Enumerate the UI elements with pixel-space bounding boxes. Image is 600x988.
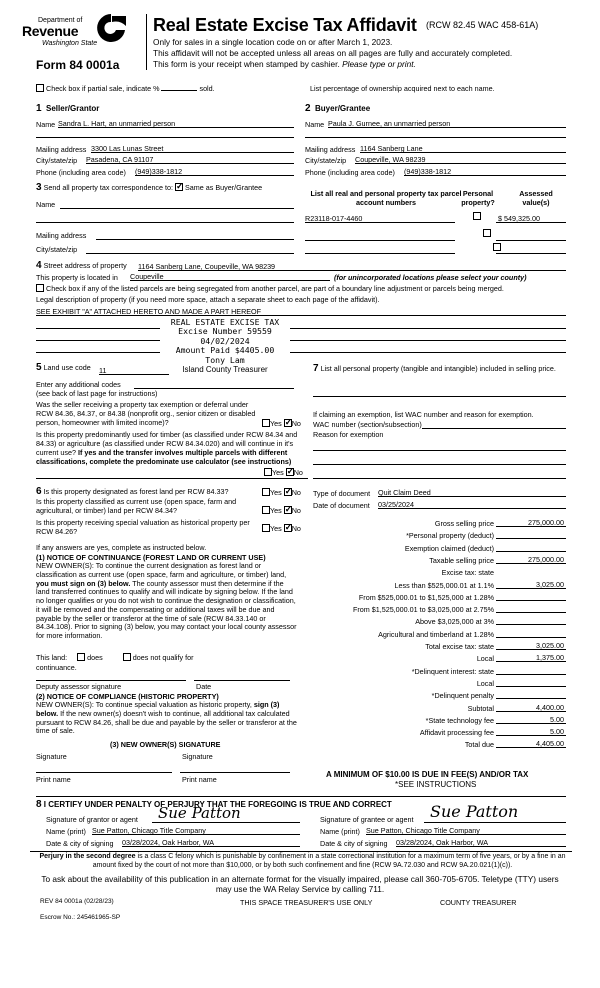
current-use-question: Is this property classified as current use (open space, farm and agricultural, or timber) land per RCW 84.34? (36, 497, 237, 515)
exemption-answer: Yes ✓ No (262, 419, 301, 428)
min-fee-note: A MINIMUM OF $10.00 IS DUE IN FEE(S) AND/OR TAX (326, 770, 529, 779)
calc-value (564, 530, 566, 539)
calc-label: Affidavit processing fee (419, 728, 494, 738)
calc-value (564, 629, 566, 638)
personal-property-checkbox-2[interactable] (483, 229, 491, 237)
exemption-no-checkbox[interactable] (284, 419, 292, 427)
calc-field[interactable] (496, 653, 566, 662)
agency-line3: Washington State (42, 40, 98, 47)
grantee-date-value: 03/28/2024, Oak Harbor, WA (396, 838, 489, 847)
calc-label: Gross selling price (434, 519, 494, 528)
calc-label: Exemption claimed (deduct) (404, 543, 494, 553)
seller-phone-label: Phone (including area code) (36, 168, 126, 177)
calc-field[interactable] (496, 715, 566, 724)
doc-date-value: 03/25/2024 (378, 500, 414, 509)
if-yes-note: If any answers are yes, complete as instructed below. (36, 543, 207, 552)
reason-field-3[interactable] (313, 478, 566, 479)
agency-line1: Department of (38, 17, 83, 24)
this-land-row: This land: does does not qualify for (36, 653, 194, 662)
calc-field[interactable] (496, 703, 566, 712)
current-use-yes-checkbox[interactable] (262, 506, 270, 514)
calc-label: Total excise tax: state (425, 642, 494, 651)
escrow-number: Escrow No.: 245461965-SP (40, 914, 121, 921)
calc-label: Local (476, 654, 494, 664)
agency-name: Revenue (22, 23, 79, 39)
excise-stamp (160, 318, 290, 374)
seller-heading: 1 Seller/Grantor (36, 103, 100, 114)
form-revision: REV 84 0001a (02/28/23) (40, 898, 114, 905)
seller-name-field[interactable] (58, 119, 294, 128)
form-rcw: (RCW 82.45 WAC 458-61A) (426, 20, 539, 30)
calc-label: Less than $525,000.01 at 1.1% (394, 580, 494, 590)
same-as-buyer-checkbox[interactable] (175, 183, 183, 191)
exemption-question: Was the seller receiving a property tax exemption or deferral under RCW 84.36, 84.37, or 84.38 (nonprofit org., senior citizen or disabled person, homeowner with limited income)? (36, 400, 256, 427)
location-value: Coupeville (130, 272, 164, 281)
calc-field[interactable] (496, 555, 566, 564)
buyer-heading: 2 Buyer/Grantee (305, 103, 371, 114)
addl-codes-label: Enter any additional codes (36, 380, 121, 389)
calc-label: *Personal property (deduct) (406, 531, 494, 541)
tax-corr-row: 3 Send all property tax correspondence to: ✓ Same as Buyer/Grantee (36, 182, 262, 195)
continuance-body: NEW OWNER(S): To continue the current designation as forest land or classification as current use (open space, farm and agriculture, or timber) land, you must sign on (3) below. The county assessor must then determine if the land transferred continues to qualify and will indicate by signing below. If the land no longer qualifies or you do not wish to continue the designation or classification, it will be removed and the compensating or additional taxes will be due and payable by the seller or transferor at the time of sale (RCW 84.33.140 or 84.34.108). Prior to signing (3) below, you may contact your local county assessor for more information. (36, 561, 297, 641)
calc-value: 3,025.00 (536, 641, 564, 650)
seller-name-value: Sandra L. Hart, an unmarried person (58, 119, 176, 128)
calc-value (564, 690, 566, 699)
reason-label: Reason for exemption (313, 430, 384, 439)
dor-logo-icon (92, 12, 130, 44)
deputy-sig-label: Deputy assessor signature (36, 682, 122, 691)
assessed-col-header: Assessed value(s) (519, 189, 553, 207)
calc-value (564, 592, 566, 601)
forest-no-checkbox[interactable] (284, 488, 292, 496)
location-field[interactable] (130, 272, 330, 281)
calc-value: 4,400.00 (536, 702, 564, 712)
note-1: Only for sales in a single location code on or after March 1, 2023. (153, 37, 393, 47)
reason-field-2[interactable] (313, 464, 566, 465)
doc-date-field[interactable] (378, 500, 566, 509)
owner-sig-label-2: Signature (182, 752, 213, 761)
grantor-date-field[interactable] (122, 838, 300, 847)
street-row: 4 Street address of property (36, 260, 127, 271)
parcel-number-field[interactable] (305, 214, 455, 223)
owner-sig-field-1[interactable] (36, 772, 172, 773)
corr-name-line2 (36, 222, 294, 223)
legal-line-2 (36, 328, 566, 329)
form-title: Real Estate Excise Tax Affidavit (153, 15, 417, 35)
calc-label: Excise tax: state (441, 568, 494, 578)
seller-mail-value: 3300 Las Lunas Street (91, 144, 164, 153)
parcel-number-field-3[interactable] (305, 253, 455, 254)
personal-property-checkbox-3[interactable] (493, 243, 501, 251)
calc-value (564, 604, 566, 613)
calc-field[interactable] (496, 518, 566, 527)
alt-format-notice: To ask about the availability of this publication in an alternate format for the visually impaired, please call 360-705-6705. Teletype (TTY) users may use the WA Relay Service by calling 711. (41, 874, 559, 895)
county-treasurer-label: COUNTY TREASURER (440, 898, 517, 907)
grantee-date-label: Date & city of signing (320, 839, 388, 848)
partial-sale-label: Check box if partial sale, indicate % (46, 84, 160, 93)
grantor-date-label: Date & city of signing (46, 839, 114, 848)
buyer-csz-label: City/state/zip (305, 156, 347, 165)
buyer-phone-label: Phone (including area code) (305, 168, 395, 177)
current-use-no-checkbox[interactable] (284, 506, 292, 514)
historic-answer: Yes ✓ No (262, 524, 301, 533)
wac-label: WAC number (section/subsection) (313, 420, 422, 429)
street-address-field[interactable] (138, 262, 566, 271)
exemption-yes-checkbox[interactable] (262, 419, 270, 427)
location-label: This property is located in (36, 273, 118, 282)
seller-csz-value: Pasadena, CA 91107 (86, 155, 154, 164)
owner-sig-label-1: Signature (36, 752, 67, 761)
timber-yes-checkbox[interactable] (264, 468, 272, 476)
historic-no-checkbox[interactable] (284, 524, 292, 532)
corr-csz-label: City/state/zip (36, 245, 78, 254)
calc-field[interactable] (496, 604, 566, 613)
forest-answer: Yes ✓ No (262, 488, 301, 497)
calc-value: 1,375.00 (536, 653, 564, 663)
calc-label: Taxable selling price (429, 555, 494, 565)
buyer-name-label: Name (305, 120, 325, 129)
ownership-note: List percentage of ownership acquired next to each name. (310, 84, 495, 93)
owner-print-label-1: Print name (36, 775, 71, 784)
calc-label: From $1,525,000.01 to $3,025,000 at 2.75% (352, 605, 494, 615)
legal-desc-label: Legal description of property (if you need more space, attach a separate sheet to each page of the affidavit). (36, 295, 380, 304)
compliance-heading: (2) NOTICE OF COMPLIANCE (HISTORIC PROPERTY) (36, 692, 219, 701)
sec8-top-rule (36, 796, 566, 797)
timber-no-checkbox[interactable] (286, 468, 294, 476)
grantee-date-field[interactable] (396, 838, 566, 847)
calc-value: 275,000.00 (528, 554, 564, 564)
seller-phone-value: (949)338-1812 (135, 167, 183, 176)
deputy-date-field[interactable] (194, 680, 290, 681)
personal-property-field[interactable] (313, 396, 566, 397)
seller-mail-label: Mailing address (36, 145, 87, 154)
stamp-line-5: Tony Lam (205, 354, 245, 365)
buyer-name-value: Paula J. Gurnee, an unmarried person (328, 119, 451, 128)
doc-type-value: Quit Claim Deed (378, 488, 431, 497)
grantor-name-field[interactable] (92, 826, 300, 835)
addl-codes-field[interactable] (134, 388, 294, 389)
personal-property-label: 7 List all personal property (tangible and intangible) included in selling price. (313, 363, 556, 374)
segregate-checkbox[interactable] (36, 284, 44, 292)
assessed-value-field[interactable] (496, 214, 566, 223)
grantor-name-value: Sue Patton, Chicago Title Company (92, 826, 206, 835)
continuance-word: continuance. (36, 663, 77, 672)
seller-name-line2 (36, 137, 294, 138)
parcel-number-value: R23118-017-4460 (305, 214, 363, 223)
parcel-number-field-2[interactable] (305, 240, 455, 241)
personal-property-checkbox-1[interactable] (473, 212, 481, 220)
buyer-name-line2 (305, 137, 566, 138)
legal-line-3 (36, 340, 566, 341)
historic-yes-checkbox[interactable] (262, 524, 270, 532)
doc-date-label: Date of document (313, 501, 370, 510)
corr-mail-label: Mailing address (36, 231, 87, 240)
calc-field[interactable] (496, 641, 566, 650)
sec8-bottom-rule (30, 851, 572, 852)
personal-col-header: Personal property? (461, 189, 495, 207)
forest-question: 6 Is this property designated as forest land per RCW 84.33? (36, 486, 229, 497)
grantee-name-field[interactable] (366, 826, 566, 835)
owner-sig-field-2[interactable] (180, 772, 290, 773)
compliance-body: NEW OWNER(S): To continue special valuation as historic property, sign (3) below. If the new owner(s) doesn't wish to continue, all additional tax calculated pursuant to RCW 84.26, shall be due and payable by the seller or transferor at the time of sale. (36, 700, 297, 736)
buyer-csz-field[interactable] (355, 155, 566, 164)
new-owner-sig-heading: (3) NEW OWNER(S) SIGNATURE (110, 740, 221, 749)
seller-phone-field[interactable] (135, 167, 294, 176)
deputy-sig-field[interactable] (36, 680, 186, 681)
grantor-date-value: 03/28/2024, Oak Harbor, WA (122, 838, 215, 847)
certify-heading: 8 I CERTIFY UNDER PENALTY OF PERJURY THAT THE FOREGOING IS TRUE AND CORRECT (36, 799, 392, 810)
corr-name-label: Name (36, 200, 56, 209)
calc-value: 5.00 (550, 727, 564, 737)
calc-label: *State technology fee (425, 715, 494, 725)
calc-label: *Delinquent interest: state (411, 666, 494, 676)
note-2: This affidavit will not be accepted unless all areas on all pages are fully and accurately completed. (153, 48, 513, 58)
calc-field[interactable] (496, 616, 566, 625)
calc-value (564, 616, 566, 625)
stamp-line-3: 04/02/2024 (200, 335, 250, 346)
calc-field[interactable] (496, 580, 566, 589)
grantee-sig-label: Signature of grantee or agent (320, 815, 414, 824)
doc-type-label: Type of document (313, 489, 371, 498)
exempt-claim-label: If claiming an exemption, list WAC number and reason for exemption. (313, 410, 534, 419)
does-checkbox[interactable] (77, 653, 85, 661)
street-address-value: 1164 Sanberg Lane, Coupeville, WA 98239 (138, 262, 276, 271)
calc-field[interactable] (496, 530, 566, 539)
grantee-name-label: Name (print) (320, 827, 360, 836)
location-note: (for unincorporated locations please select your county) (334, 273, 527, 282)
calc-field[interactable] (496, 592, 566, 601)
buyer-phone-value: (949)338-1812 (404, 167, 452, 176)
owner-print-label-2: Print name (182, 775, 217, 784)
calc-label: Total due (464, 740, 494, 750)
segregate-row: Check box if any of the listed parcels are being segregated from another parcel, are part of a boundary line adjustment or parcels being merged. (36, 284, 504, 293)
calc-value (564, 666, 566, 675)
legal-desc-value: SEE EXHIBIT "A" ATTACHED HERETO AND MADE A PART HEREOF (36, 307, 262, 316)
does-not-checkbox[interactable] (123, 653, 131, 661)
calc-value: 5.00 (550, 714, 564, 724)
deputy-date-label: Date (196, 682, 212, 691)
buyer-phone-field[interactable] (404, 167, 566, 176)
calc-label: Agricultural and timberland at 1.28% (378, 629, 494, 639)
calc-field[interactable] (496, 727, 566, 736)
stamp-line-1: REAL ESTATE EXCISE TAX (170, 317, 280, 327)
grantor-signature: Sue Patton (158, 804, 241, 822)
calc-label: Subtotal (467, 703, 494, 713)
calc-label: *Delinquent penalty (431, 691, 494, 701)
land-use-code-field[interactable] (99, 366, 169, 375)
buyer-mail-field[interactable] (360, 144, 566, 153)
calc-value: 3,025.00 (536, 579, 564, 589)
buyer-name-field[interactable] (328, 119, 566, 128)
calc-field[interactable] (496, 690, 566, 699)
grantor-name-label: Name (print) (46, 827, 86, 836)
grantee-signature: Sue Patton (430, 802, 519, 821)
calc-field[interactable] (496, 678, 566, 687)
assessed-value-field-2[interactable] (496, 240, 566, 241)
current-use-answer: Yes ✓ No (262, 506, 301, 515)
partial-sale-row (36, 84, 215, 93)
reason-field[interactable] (313, 450, 566, 451)
seller-mail-field[interactable] (91, 144, 294, 153)
stamp-line-4: Amount Paid $4405.00 (175, 345, 275, 356)
parcel-col-header: List all real and personal property tax parcel account numbers (310, 189, 462, 207)
stamp-line-6: Island County Treasurer (182, 365, 268, 375)
calc-value (564, 678, 566, 687)
forest-yes-checkbox[interactable] (262, 488, 270, 496)
historic-question: Is this property receiving special valuation as historical property per RCW 84.26? (36, 518, 250, 536)
calc-field[interactable] (496, 543, 566, 552)
seller-name-label: Name (36, 120, 56, 129)
calc-value (564, 543, 566, 552)
grantee-name-value: Sue Patton, Chicago Title Company (366, 826, 480, 835)
corr-mail-field[interactable] (96, 239, 294, 240)
doc-type-field[interactable] (378, 488, 566, 497)
buyer-csz-value: Coupeville, WA 98239 (355, 155, 426, 164)
calc-label: Above $3,025,000 at 3% (415, 617, 494, 627)
legal-line-4 (36, 352, 566, 353)
wac-field[interactable] (422, 428, 566, 429)
partial-sale-checkbox[interactable] (36, 84, 44, 92)
treasurer-space-label: THIS SPACE TREASURER'S USE ONLY (240, 898, 373, 907)
timber-question: Is this property predominantly used for timber (as classified under RCW 84.34 and 84.33) or agriculture (as classified under RCW 84.34.020) and will continue in it's current use? If yes and the transfer involves multiple parcels with different classifications, complete the predominate use calculator (see instructions) (36, 430, 298, 466)
continuance-heading: (1) NOTICE OF CONTINUANCE (FOREST LAND OR CURRENT USE) (36, 553, 266, 562)
sec5-divider (36, 478, 308, 479)
timber-answer: Yes ✓ No (262, 468, 303, 477)
land-use-code-value: 11 (99, 366, 107, 375)
calc-field[interactable] (496, 666, 566, 675)
assessed-value: $ 549,325.00 (498, 214, 540, 223)
addl-codes-note: (see back of last page for instructions) (36, 389, 158, 398)
perjury-notice: Perjury in the second degree is a class C felony which is punishable by confinement in a state correctional institution for a maximum term of five years, or by a fine in an amount fixed by the court of not more than $10,000, or by both such confinement and fine (RCW 9A.72.030 and RCW 9A.20.021(1)(c)). (39, 853, 566, 869)
land-use-row: 5 Land use code (36, 362, 91, 373)
calc-label: Local (476, 678, 494, 688)
assessed-value-field-3[interactable] (496, 253, 566, 254)
partial-sale-sold: sold. (199, 84, 215, 93)
form-number: Form 84 0001a (36, 58, 120, 72)
corr-csz-field[interactable] (86, 253, 294, 254)
legal-desc-field[interactable] (36, 307, 566, 316)
grantor-sig-label: Signature of grantor or agent (46, 815, 138, 824)
partial-sale-pct-field[interactable] (161, 90, 197, 91)
buyer-mail-value: 1164 Sanberg Lane (360, 144, 423, 153)
corr-name-field[interactable] (60, 208, 294, 209)
seller-csz-field[interactable] (86, 155, 294, 164)
buyer-mail-label: Mailing address (305, 145, 356, 154)
calc-value: 4,405.00 (536, 739, 564, 749)
calc-label: From $525,000.01 to $1,525,000 at 1.28% (358, 592, 494, 602)
seller-csz-label: City/state/zip (36, 156, 78, 165)
calc-field[interactable] (496, 739, 566, 748)
calc-value: 275,000.00 (528, 518, 564, 527)
stamp-line-2: Excise Number 59559 (178, 326, 272, 337)
note-3: This form is your receipt when stamped by cashier. Please type or print. (153, 59, 416, 69)
header-divider (146, 14, 147, 70)
see-instructions: *SEE INSTRUCTIONS (395, 780, 477, 789)
calc-field[interactable] (496, 629, 566, 638)
